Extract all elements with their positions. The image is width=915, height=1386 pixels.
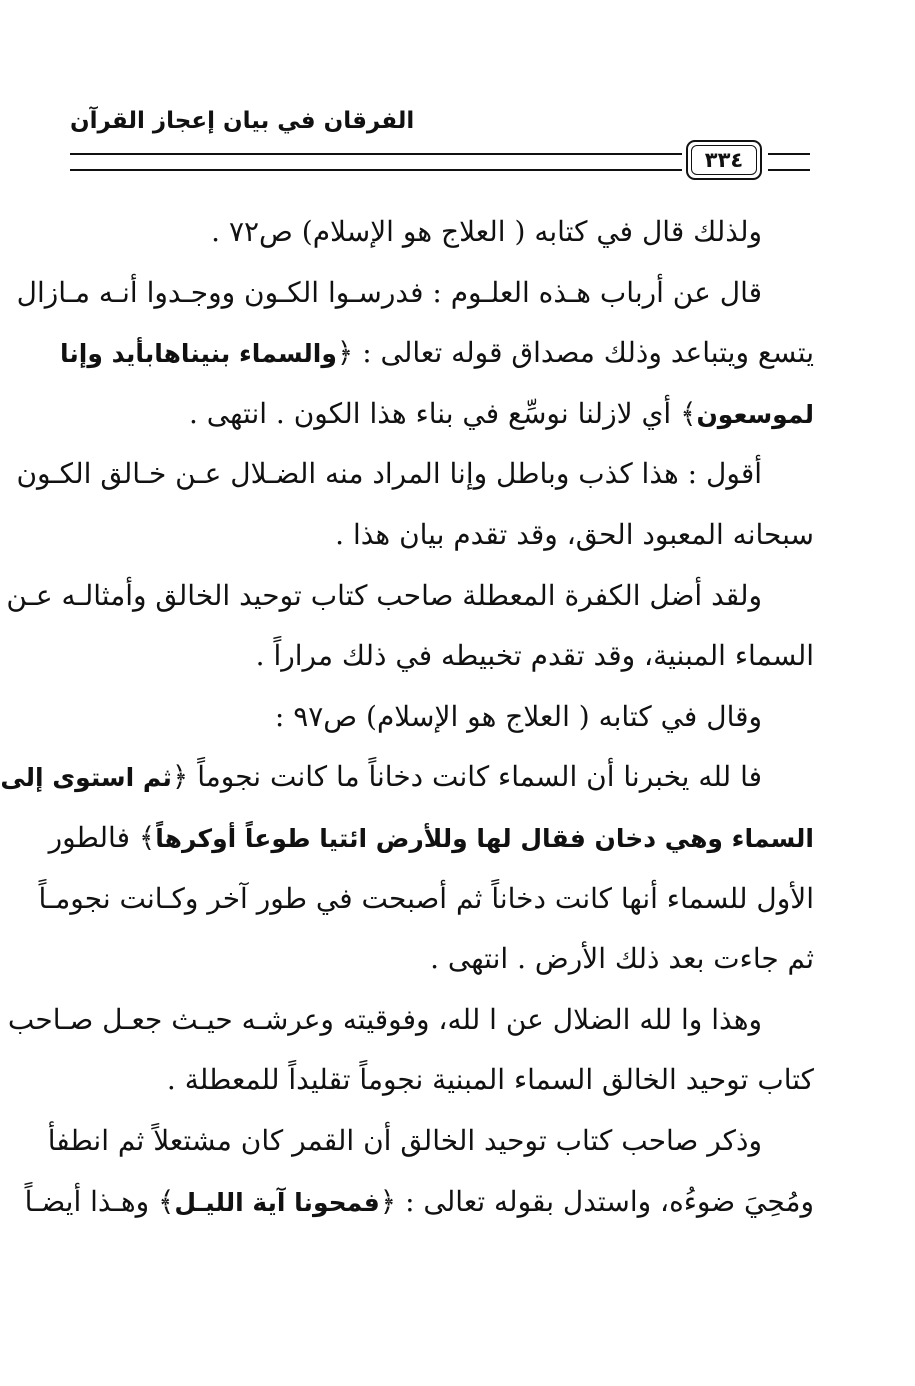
line-text: وهذا وا لله الضلال عن ا لله، وفوقيته وعرشـه حيـث جعـل صـاحب xyxy=(7,1002,762,1036)
header-rule-top xyxy=(70,153,682,155)
line-text: كتاب توحيد الخالق السماء المبنية نجوماً تقليداً للمعطلة . xyxy=(166,1063,814,1097)
line-text: ﴾ أي لازلنا نوسِّع في بناء هذا الكون . انتهى . xyxy=(188,396,697,430)
line-text: سبحانه المعبود الحق، وقد تقدم بيان هذا . xyxy=(335,517,814,551)
body-text xyxy=(0,202,814,1232)
line-text: وقال في كتابه ( العلاج هو الإسلام) ص٩٧ : xyxy=(274,699,762,733)
header-rule-bottom-right xyxy=(768,169,810,171)
text-line xyxy=(66,202,814,263)
text-line xyxy=(66,626,814,687)
quran-verse-text: فمحونا آية الليـل xyxy=(174,1187,380,1217)
text-line xyxy=(47,1111,814,1172)
text-line xyxy=(16,263,814,324)
text-line xyxy=(38,869,814,930)
line-text: ﴾ وهـذا أيضـاً xyxy=(24,1184,175,1218)
text-line xyxy=(66,929,814,990)
line-text: يتسع ويتباعد وذلك مصداق قوله تعالى : ﴿ xyxy=(336,336,814,370)
text-line xyxy=(60,323,814,384)
quran-verse-text: والسماء بنيناهابأيد وإنا xyxy=(60,339,337,369)
line-text: أقول : هذا كذب وباطل وإنا المراد منه الضـلال عـن خـالق الكـون xyxy=(16,457,762,491)
text-line xyxy=(24,1172,814,1233)
text-line xyxy=(7,990,814,1051)
line-text: الأول للسماء أنها كانت دخاناً ثم أصبحت في طور آخر وكـانت نجومـاً xyxy=(38,881,814,915)
line-text: ﴾ فالطور xyxy=(48,820,156,854)
text-line xyxy=(16,444,814,505)
quran-verse-text: السماء وهي دخان فقال لها وللأرض ائتيا طوعاً أوكرهاً xyxy=(155,823,814,853)
line-text: ومُحِيَ ضوءُه، واستدل بقوله تعالى : ﴿ xyxy=(379,1184,814,1218)
header-rule-bottom xyxy=(70,169,682,171)
line-text: فا لله يخبرنا أن السماء كانت دخاناً ما كانت نجوماً ﴿ xyxy=(171,760,762,794)
text-line xyxy=(66,687,814,748)
text-line xyxy=(48,808,814,869)
text-line xyxy=(66,505,814,566)
line-text: ثم جاءت بعد ذلك الأرض . انتهى . xyxy=(430,942,814,976)
line-text: السماء المبنية، وقد تقدم تخبيطه في ذلك مراراً . xyxy=(255,639,814,673)
running-header-title: الفرقان في بيان إعجاز القرآن xyxy=(70,108,415,134)
line-text: ولقد أضل الكفرة المعطلة صاحب كتاب توحيد الخالق وأمثالـه عـن xyxy=(6,578,762,612)
text-line xyxy=(0,747,814,808)
quran-verse-text: لموسعون xyxy=(696,399,814,429)
line-text: ولذلك قال في كتابه ( العلاج هو الإسلام) ص٧٢ . xyxy=(211,215,762,248)
text-line xyxy=(66,384,814,445)
text-line xyxy=(6,566,814,627)
text-line xyxy=(66,1050,814,1111)
quran-verse-text: ثم استوى إلى xyxy=(0,763,172,793)
line-text: وذكر صاحب كتاب توحيد الخالق أن القمر كان مشتعلاً ثم انطفأ xyxy=(47,1123,762,1157)
page-number: ٣٣٤ xyxy=(704,148,744,172)
page-number-badge xyxy=(686,140,762,180)
line-text: قال عن أرباب هـذه العلـوم : فدرسـوا الكـون ووجـدوا أنـه مـازال xyxy=(16,275,762,309)
header-rule-top-right xyxy=(768,153,810,155)
